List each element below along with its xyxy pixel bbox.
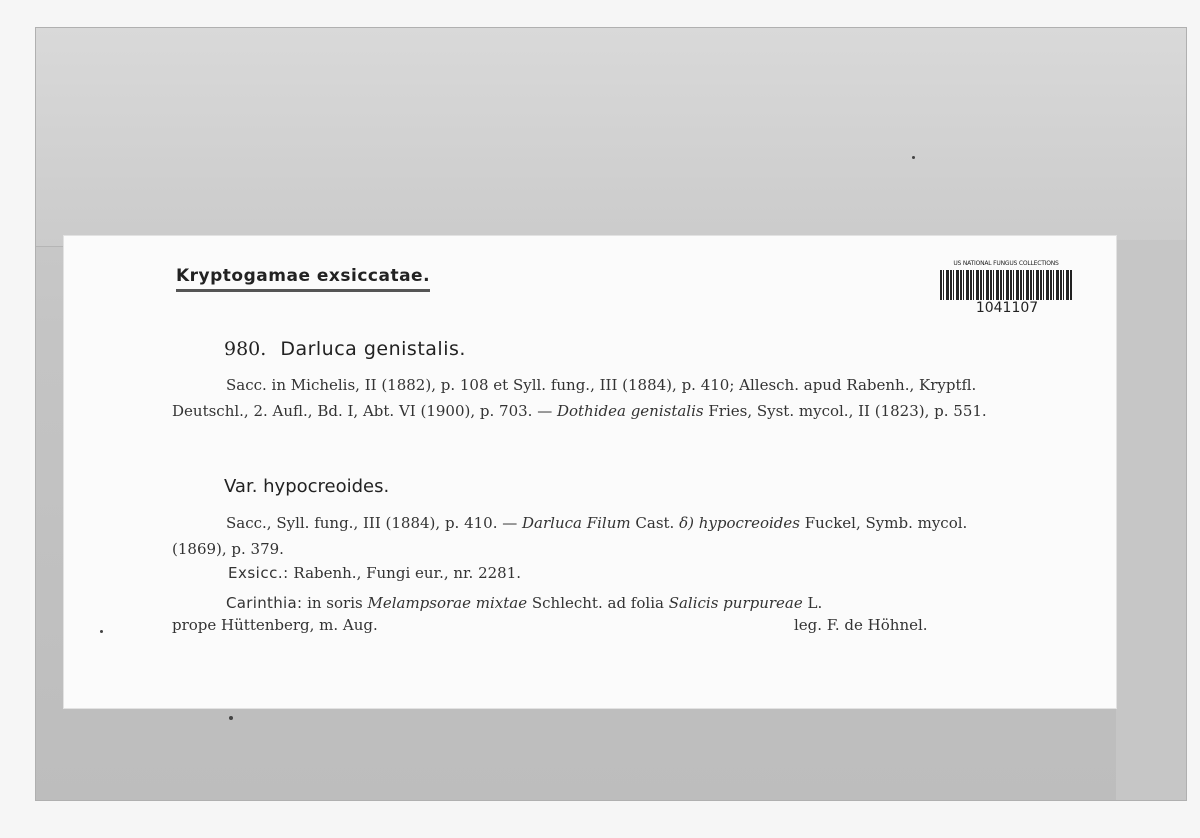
barcode-header: US NATIONAL FUNGUS COLLECTIONS bbox=[953, 260, 1059, 267]
packet-edge bbox=[1116, 240, 1186, 800]
synonym-name: δ) hypocreoides bbox=[679, 514, 800, 532]
habitat-text: Schlecht. ad folia bbox=[527, 594, 669, 612]
host-name: Melampsorae mixtae bbox=[367, 594, 528, 612]
host-name: Salicis purpureae bbox=[668, 594, 803, 612]
barcode-bars bbox=[940, 270, 1072, 300]
barcode bbox=[928, 256, 1082, 326]
exsiccata-value: Rabenh., Fungi eur., nr. 2281. bbox=[288, 564, 522, 582]
synonym-name: Darluca Filum bbox=[522, 514, 631, 532]
exsiccata-line bbox=[228, 564, 521, 582]
barcode-number: 1041107 bbox=[975, 300, 1039, 316]
series-title: Kryptogamae exsiccatae. bbox=[176, 266, 430, 292]
speck bbox=[229, 716, 233, 720]
herbarium-label bbox=[64, 236, 1116, 708]
speck bbox=[912, 156, 915, 159]
citation-text: Fuckel, Symb. mycol. (1869), p. 379. bbox=[172, 514, 968, 558]
variety-heading: Var. hypocreoides. bbox=[224, 476, 390, 497]
habitat-text: L. bbox=[802, 594, 823, 612]
synonym-name: Dothidea genistalis bbox=[556, 402, 704, 420]
habitat-line bbox=[172, 590, 1012, 616]
citation-text: Sacc., Syll. fung., III (1884), p. 410. — bbox=[226, 514, 523, 532]
citation-text: Cast. bbox=[630, 514, 680, 532]
region: Carinthia: bbox=[226, 594, 303, 612]
packet-flap bbox=[36, 28, 1186, 247]
collector: leg. F. de Höhnel. bbox=[794, 616, 928, 634]
species-name: Darluca genistalis. bbox=[280, 338, 466, 360]
citation-text: Sacc. in Michelis, II (1882), p. 108 et Syll. fung., III (1884), p. 410; Allesch. apud Rabenh., Kryptfl. Deutschl., 2. Aufl., Bd. I, Abt. VI (1900), p. 703. — bbox=[172, 376, 977, 420]
species-heading bbox=[224, 338, 466, 360]
citation-text: Fries, Syst. mycol., II (1823), p. 551. bbox=[703, 402, 987, 420]
locality: prope Hüttenberg, m. Aug. bbox=[172, 616, 378, 634]
species-citation bbox=[172, 372, 1012, 424]
speck bbox=[100, 630, 103, 633]
exsiccata-key: Exsicc.: bbox=[228, 564, 289, 582]
variety-citation bbox=[172, 510, 1012, 562]
habitat-text: in soris bbox=[302, 594, 368, 612]
species-number: 980. bbox=[224, 338, 267, 360]
